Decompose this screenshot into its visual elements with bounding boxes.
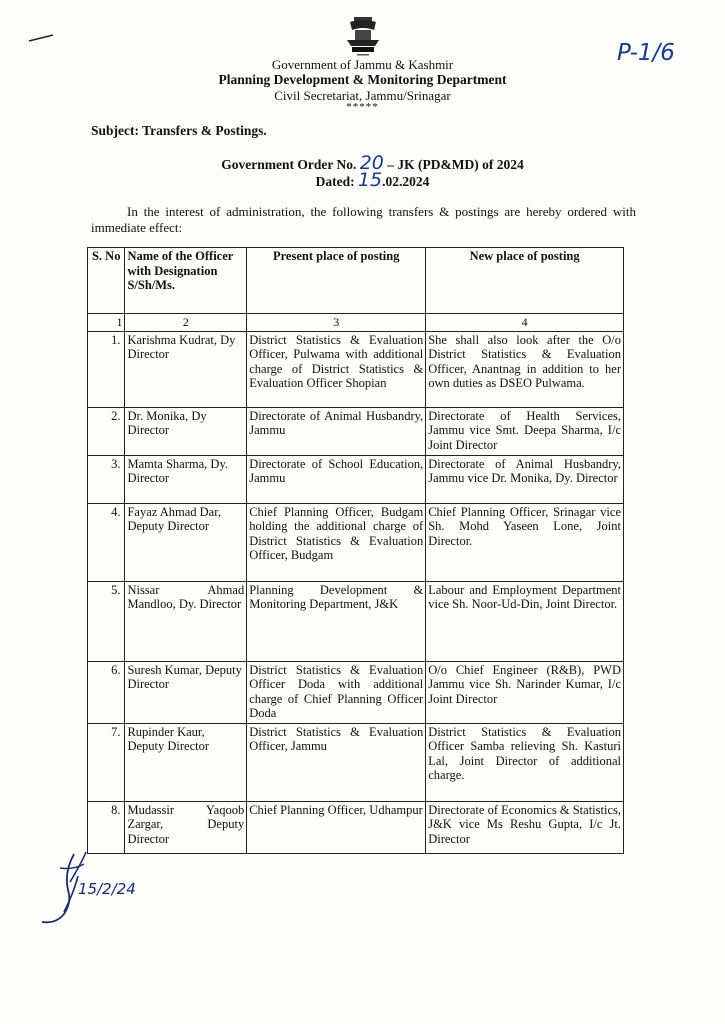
- table-header-row: [88, 248, 624, 314]
- table-row: [88, 331, 624, 407]
- row-officer: Fayaz Ahmad Dar, Deputy Director: [125, 503, 247, 581]
- intro-paragraph: In the interest of administration, the following transfers & postings are hereby ordered with immediate effect:: [91, 204, 636, 235]
- row-sno: 5.: [88, 581, 125, 661]
- row-new-posting: She shall also look after the O/o District Statistics & Evaluation Officer, Anantnag in addition to her own duties as DSEO Pulwama.: [426, 331, 624, 407]
- row-present-posting: Directorate of Animal Husbandry, Jammu: [247, 407, 426, 455]
- index-cell: 1: [88, 314, 125, 332]
- row-officer: Dr. Monika, Dy Director: [125, 407, 247, 455]
- table-row: [88, 455, 624, 503]
- order-date-line: [0, 169, 725, 191]
- index-cell: 2: [125, 314, 247, 332]
- row-officer: Karishma Kudrat, Dy Director: [125, 331, 247, 407]
- dated-rest: .02.2024: [382, 174, 430, 189]
- postings-table: [87, 247, 624, 854]
- row-officer: Nissar Ahmad Mandloo, Dy. Director: [125, 581, 247, 661]
- row-present-posting: Planning Development & Monitoring Department, J&K: [247, 581, 426, 661]
- row-sno: 6.: [88, 661, 125, 723]
- dated-day-handwritten: 15: [357, 169, 383, 191]
- pen-mark: [28, 33, 54, 43]
- order-number-handwritten: 20: [359, 152, 384, 174]
- department-address: Civil Secretariat, Jammu/Srinagar: [274, 88, 451, 103]
- row-officer: Suresh Kumar, Deputy Director: [125, 661, 247, 723]
- header-present: Present place of posting: [247, 248, 426, 314]
- row-new-posting: Directorate of Health Services, Jammu vice Smt. Deepa Sharma, I/c Joint Director: [426, 407, 624, 455]
- dated-label: Dated:: [315, 174, 355, 189]
- row-new-posting: Directorate of Animal Husbandry, Jammu vice Dr. Monika, Dy. Director: [426, 455, 624, 503]
- handwritten-file-number: P-1/6: [617, 40, 675, 66]
- subject-line: Subject: Transfers & Postings.: [91, 123, 267, 138]
- row-officer: Mudassir Yaqoob Zargar, Deputy Director: [125, 801, 247, 853]
- row-sno: 4.: [88, 503, 125, 581]
- department-name: Planning Development & Monitoring Department: [218, 72, 507, 87]
- table-index-row: [88, 314, 624, 332]
- header-stars: *****: [346, 101, 379, 113]
- row-present-posting: Directorate of School Education, Jammu: [247, 455, 426, 503]
- table-row: [88, 661, 624, 723]
- row-new-posting: Labour and Employment Department vice Sh. Noor-Ud-Din, Joint Director.: [426, 581, 624, 661]
- row-sno: 1.: [88, 331, 125, 407]
- order-prefix: Government Order No.: [221, 157, 357, 172]
- row-officer: Rupinder Kaur, Deputy Director: [125, 723, 247, 801]
- table-row: [88, 503, 624, 581]
- row-present-posting: Chief Planning Officer, Udhampur: [247, 801, 426, 853]
- row-new-posting: O/o Chief Engineer (R&B), PWD Jammu vice Sh. Narinder Kumar, I/c Joint Director: [426, 661, 624, 723]
- row-officer: Mamta Sharma, Dy. Director: [125, 455, 247, 503]
- order-suffix: – JK (PD&MD) of 2024: [387, 157, 524, 172]
- table-row: [88, 723, 624, 801]
- row-present-posting: District Statistics & Evaluation Officer, Jammu: [247, 723, 426, 801]
- state-emblem-icon: [335, 16, 391, 58]
- table-row: [88, 407, 624, 455]
- table-row: [88, 581, 624, 661]
- row-sno: 8.: [88, 801, 125, 853]
- row-present-posting: District Statistics & Evaluation Officer, Pulwama with additional charge of District Statistics & Evaluation Officer Shopian: [247, 331, 426, 407]
- row-new-posting: Directorate of Economics & Statistics, J&K vice Ms Reshu Gupta, I/c Jt. Director: [426, 801, 624, 853]
- row-sno: 7.: [88, 723, 125, 801]
- header-sno: S. No: [88, 248, 125, 314]
- index-cell: 3: [247, 314, 426, 332]
- row-sno: 2.: [88, 407, 125, 455]
- signature-date: 15/2/24: [78, 880, 136, 898]
- row-sno: 3.: [88, 455, 125, 503]
- row-present-posting: Chief Planning Officer, Budgam holding the additional charge of District Statistics & Evaluation Officer, Budgam: [247, 503, 426, 581]
- table-row: [88, 801, 624, 853]
- government-name: Government of Jammu & Kashmir: [271, 57, 454, 72]
- row-new-posting: Chief Planning Officer, Srinagar vice Sh. Mohd Yaseen Lone, Joint Director.: [426, 503, 624, 581]
- header-name: Name of the Officer with Designation S/Sh/Ms.: [125, 248, 247, 314]
- row-present-posting: District Statistics & Evaluation Officer Doda with additional charge of Chief Planning Officer Doda: [247, 661, 426, 723]
- header-new: New place of posting: [426, 248, 624, 314]
- index-cell: 4: [426, 314, 624, 332]
- row-new-posting: District Statistics & Evaluation Officer Samba relieving Sh. Kasturi Lal, Joint Director of additional charge.: [426, 723, 624, 801]
- handwritten-signature: [34, 842, 154, 942]
